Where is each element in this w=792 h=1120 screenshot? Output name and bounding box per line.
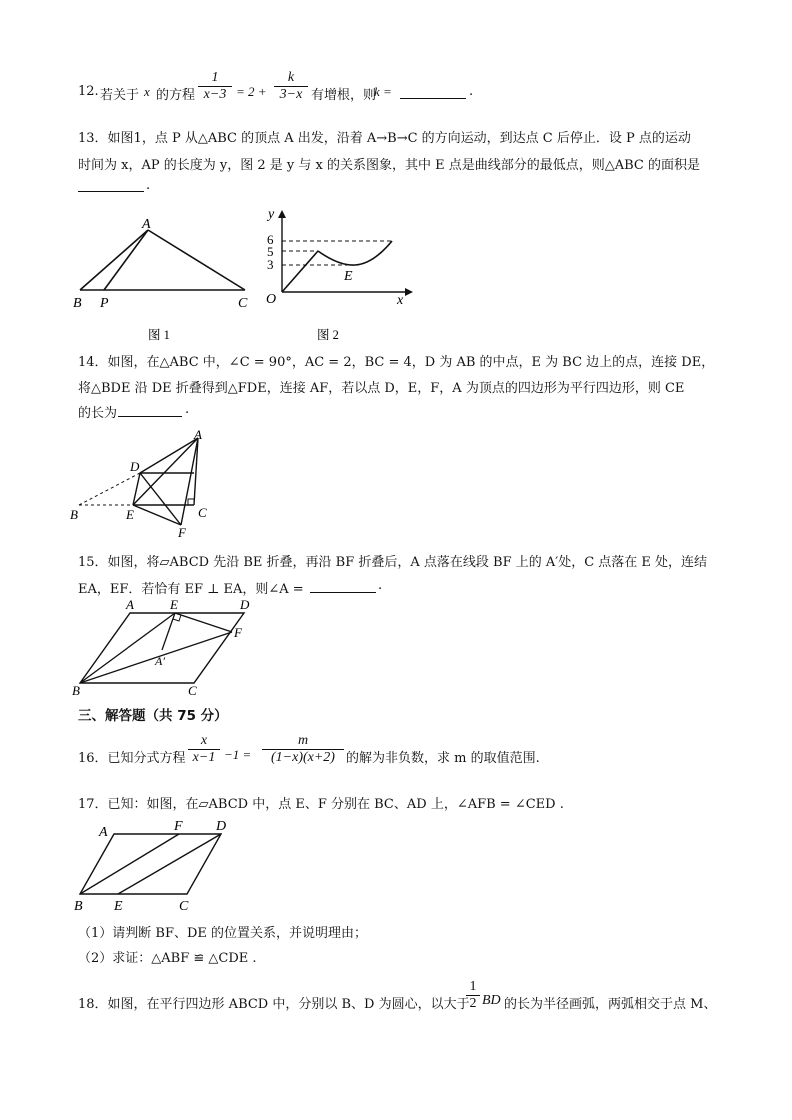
fig2-label-o: O <box>266 292 277 307</box>
q12-mid: 的方程 <box>156 88 196 103</box>
q14-label-b: B <box>70 507 78 522</box>
q12-number: 12. <box>78 84 99 99</box>
q13-figure-1 <box>70 210 270 350</box>
q15-label-f: F <box>234 625 242 640</box>
q16-mid: −1 = <box>224 747 252 762</box>
fig1-label-b: B <box>73 296 82 311</box>
q12-answer-blank[interactable] <box>400 98 466 99</box>
q15-label-b: B <box>72 683 80 698</box>
fig2-tick-5: 5 <box>267 244 274 259</box>
q15-figure <box>66 595 266 700</box>
fig2-label-e: E <box>344 269 353 284</box>
fig1-caption: 图 1 <box>148 328 170 342</box>
q12-fraction-1: 1 x−3 <box>198 70 232 103</box>
fig2-tick-3: 3 <box>267 257 274 272</box>
fig2-caption: 图 2 <box>317 328 339 342</box>
q14-answer-blank[interactable] <box>118 416 182 417</box>
q18-suffix: 的长为半径画弧，两弧相交于点 M、 <box>504 997 717 1012</box>
q17-label-e: E <box>114 899 123 912</box>
q16-fraction-1: x x−1 <box>188 733 220 766</box>
q14-line-2: 将△BDE 沿 DE 折叠得到△FDE，连接 AF，若以点 D，E，F，A 为顶点的四边形为平行四边形，则 CE <box>78 381 685 396</box>
q17-part-2: （2）求证：△ABF ≌ △CDE . <box>78 951 257 966</box>
q15-line-2: EA，EF．若恰有 EF ⊥ EA，则∠A = <box>78 582 304 597</box>
q18-fraction: 1 2 <box>466 979 480 1012</box>
q12-suffix: 有增根，则 <box>311 88 377 103</box>
q16-fraction-2: m (1−x)(x+2) <box>262 733 344 766</box>
q17-label-d: D <box>216 819 227 834</box>
q17-line-1: 17．已知：如图，在▱ABCD 中，点 E、F 分别在 BC、AD 上，∠AFB = ∠CED . <box>78 797 564 812</box>
q15-label-e: E <box>170 597 178 612</box>
q14-end: . <box>185 402 190 417</box>
q13-line-2: 时间为 x，AP 的长度为 y，图 2 是 y 与 x 的关系图象，其中 E 点是曲线部分的最低点，则△ABC 的面积是 <box>78 158 700 173</box>
q17-label-a: A <box>99 825 108 840</box>
q15-label-a-prime: A′ <box>155 654 165 668</box>
q17-figure <box>66 812 246 912</box>
fig1-label-a: A <box>142 217 151 232</box>
q15-line-1: 15．如图，将▱ABCD 先沿 BE 折叠，再沿 BF 折叠后，A 点落在线段 BF 上的 A′处，C 点落在 E 处，连结 <box>78 555 708 570</box>
q14-label-a: A <box>194 427 202 442</box>
fig1-label-c: C <box>238 296 248 311</box>
q14-figure <box>66 425 226 540</box>
q17-label-f: F <box>174 819 183 834</box>
q12-prefix: 若关于 <box>100 88 140 103</box>
q15-label-c: C <box>188 683 197 698</box>
q14-line-3: 的长为 <box>78 406 118 421</box>
q16-prefix: 16．已知分式方程 <box>78 751 186 766</box>
q12-var-x: x <box>144 84 150 99</box>
q14-label-d: D <box>130 459 140 474</box>
q15-label-d: D <box>240 597 250 612</box>
q14-line-1: 14．如图，在△ABC 中，∠C = 90°，AC = 2，BC = 4，D 为 AB 的中点，E 为 BC 边上的点，连接 DE， <box>78 355 715 370</box>
q13-answer-blank[interactable] <box>78 191 144 192</box>
q18-prefix: 18．如图，在平行四边形 ABCD 中，分别以 B、D 为圆心，以大于 <box>78 997 470 1012</box>
q18-bd: BD <box>482 993 501 1008</box>
q13-figure-2 <box>255 200 425 350</box>
fig1-label-p: P <box>100 296 109 311</box>
q17-part-1: （1）请判断 BF、DE 的位置关系，并说明理由； <box>78 926 368 941</box>
q14-label-c: C <box>198 505 207 520</box>
section-3-heading: 三、解答题（共 75 分） <box>78 708 228 724</box>
q16-suffix: 的解为非负数，求 m 的取值范围. <box>346 751 540 766</box>
q17-label-c: C <box>179 899 189 912</box>
fig2-tick-6: 6 <box>267 232 274 247</box>
fig2-label-x: x <box>397 293 404 308</box>
q14-label-e: E <box>126 507 134 522</box>
q12-k-eq: k = <box>374 84 392 99</box>
fig2-label-y: y <box>268 207 275 222</box>
q12-end: . <box>469 84 474 99</box>
q15-label-a: A <box>126 597 134 612</box>
q12-fraction-2: k 3−x <box>274 70 308 103</box>
q14-label-f: F <box>178 525 186 540</box>
q15-end: . <box>378 578 383 593</box>
q12-eq: = 2 + <box>236 84 267 99</box>
q13-line-1: 13．如图1，点 P 从△ABC 的顶点 A 出发，沿着 A→B→C 的方向运动，到达点 C 后停止．设 P 点的运动 <box>78 131 691 146</box>
q17-label-b: B <box>74 899 83 912</box>
q15-answer-blank[interactable] <box>310 592 376 593</box>
q13-end: . <box>146 178 151 193</box>
